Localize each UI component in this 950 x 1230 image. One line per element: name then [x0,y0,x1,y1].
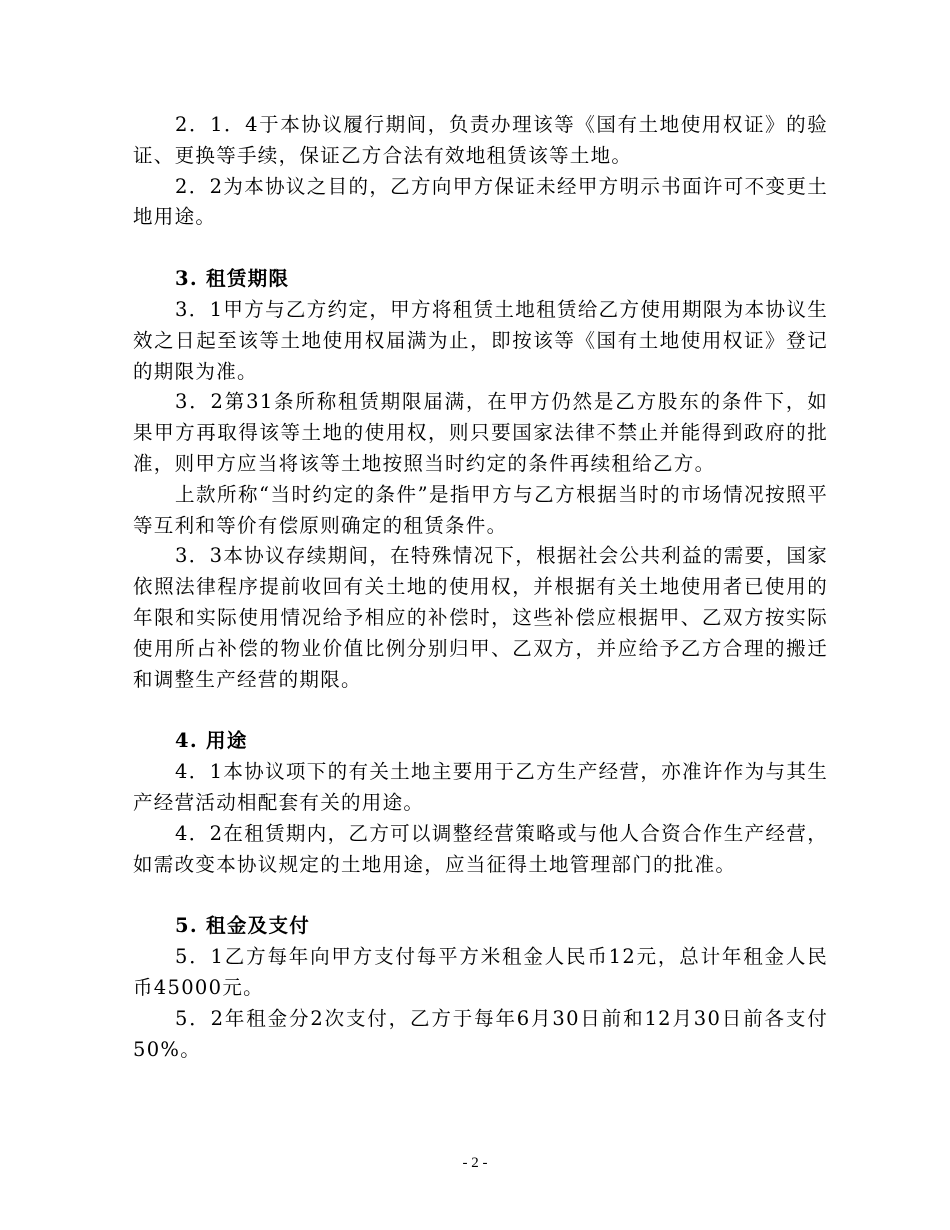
clause-3-2-note: 上款所称“当时约定的条件”是指甲方与乙方根据当时的市场情况按照平等互利和等价有偿原则确定的租赁条件。 [133,482,828,537]
page-number: - 2 - [462,1155,488,1171]
clause-2-1-4: 2．1．4于本协议履行期间，负责办理该等《国有土地使用权证》的验证、更换等手续，保证乙方合法有效地租赁该等土地。 [133,113,828,167]
clause-3-2: 3．2第31条所称租赁期限届满，在甲方仍然是乙方股东的条件下，如果甲方再取得该等土地的使用权，则只要国家法律不禁止并能得到政府的批准，则甲方应当将该等土地按照当时约定的条件再续租给乙方。 [133,390,828,475]
clause-3-1: 3．1甲方与乙方约定，甲方将租赁土地租赁给乙方使用期限为本协议生效之日起至该等土地使用权届满为止，即按该等《国有土地使用权证》登记的期限为准。 [133,297,828,383]
section-heading-lease-term: 3. 租赁期限 [175,267,290,291]
document-body [133,110,828,1065]
section-heading-rent-payment: 5. 租金及支付 [175,914,311,938]
clause-2-2: 2．2为本协议之目的，乙方向甲方保证未经甲方明示书面许可不变更土地用途。 [133,174,828,229]
clause-5-1: 5．1乙方每年向甲方支付每平方米租金人民币12元，总计年租金人民币45000元。 [133,945,828,999]
clause-5-2: 5．2年租金分2次支付，乙方于每年6月30日前和12月30日前各支付50%。 [133,1006,828,1061]
clause-4-1: 4．1本协议项下的有关土地主要用于乙方生产经营，亦准许作为与其生产经营活动相配套有关的用途。 [133,760,828,814]
clause-4-2: 4．2在租赁期内，乙方可以调整经营策略或与他人合资合作生产经营，如需改变本协议规定的土地用途，应当征得土地管理部门的批准。 [133,821,828,876]
section-heading-usage: 4. 用途 [175,729,248,753]
clause-3-3: 3．3本协议存续期间，在特殊情况下，根据社会公共利益的需要，国家依照法律程序提前收回有关土地的使用权，并根据有关土地使用者已使用的年限和实际使用情况给予相应的补偿时，这些补偿应根据甲、乙双方按实际使用所占补偿的物业价值比例分别归甲、乙双方，并应给予乙方合理的搬迁和调整生产经营的期限。 [133,544,828,691]
